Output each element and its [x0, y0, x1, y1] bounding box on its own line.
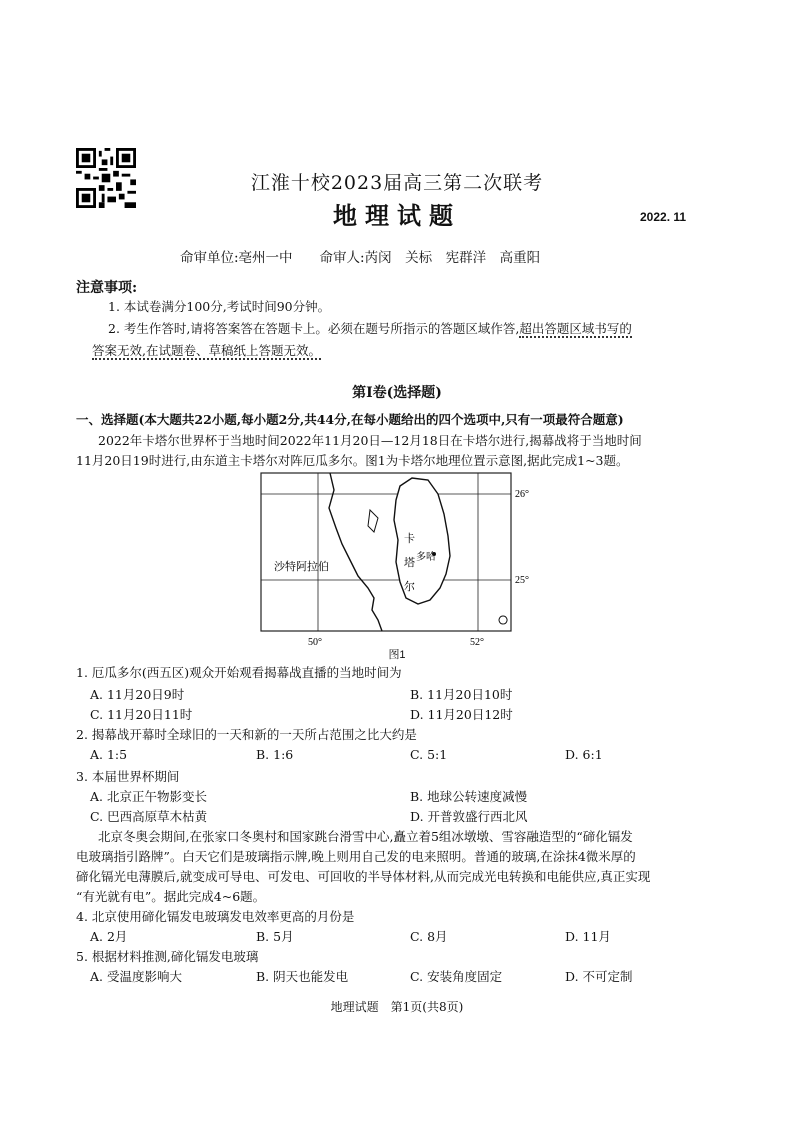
- q3-option-b: B. 地球公转速度减慢: [410, 789, 528, 804]
- q4-option-a: A. 2月: [90, 929, 128, 944]
- lat-25-label: 25°: [515, 575, 529, 586]
- exam-series-title: 江淮十校2023届高三第二次联考: [250, 172, 544, 194]
- notice-item-2-emphasis-2: 答案无效,在试题卷、草稿纸上答题无效。: [92, 343, 321, 358]
- page-footer: 地理试题 第1页(共8页): [330, 1000, 464, 1014]
- q5-option-a: A. 受温度影响大: [90, 969, 182, 984]
- exam-authors: 命审单位:亳州一中 命审人:芮闵 关标 宪群洋 高重阳: [180, 250, 541, 266]
- notice-heading: 注意事项:: [76, 280, 138, 296]
- q4-option-d: D. 11月: [565, 929, 611, 944]
- passage-1-line-1: 2022年卡塔尔世界杯于当地时间2022年11月20日—12月18日在卡塔尔进行,揭幕战将于当地时间: [98, 433, 642, 448]
- notice-item-2-text: 2. 考生作答时,请将答案答在答题卡上。必须在题号所指示的答题区域作答,: [108, 321, 520, 336]
- notice-item-2-cont: [92, 342, 321, 359]
- question-2-stem: 2. 揭幕战开幕时全球旧的一天和新的一天所占范围之比大约是: [76, 727, 417, 742]
- subject-title: 地理试题: [333, 201, 461, 230]
- doha-label: 多哈: [416, 552, 436, 563]
- question-4-stem: 4. 北京使用碲化镉发电玻璃发电效率更高的月份是: [76, 909, 355, 924]
- qatar-label-1: 卡: [404, 532, 415, 545]
- qatar-location-map: [260, 470, 529, 660]
- q2-option-b: B. 1:6: [256, 747, 294, 762]
- lon-52-label: 52°: [470, 637, 484, 648]
- q2-option-d: D. 6:1: [565, 747, 603, 762]
- q1-option-a: A. 11月20日9时: [90, 687, 185, 702]
- saudi-label: 沙特阿拉伯: [274, 560, 329, 573]
- lat-26-label: 26°: [515, 489, 529, 500]
- q1-option-c: C. 11月20日11时: [90, 707, 193, 722]
- q5-option-b: B. 阴天也能发电: [256, 969, 349, 984]
- qatar-label-3: 尔: [404, 580, 415, 593]
- qatar-label-2: 塔: [404, 556, 415, 569]
- q2-option-a: A. 1:5: [90, 747, 128, 762]
- passage-1-line-2: 11月20日19时进行,由东道主卡塔尔对阵厄瓜多尔。图1为卡塔尔地理位置示意图,据此完成1~3题。: [76, 453, 629, 468]
- notice-item-1: 1. 本试卷满分100分,考试时间90分钟。: [108, 299, 331, 314]
- passage-2-line-1: 北京冬奥会期间,在张家口冬奥村和国家跳台滑雪中心,矗立着5组冰墩墩、雪容融造型的“碲化镉发: [98, 829, 633, 844]
- exam-date: 2022. 11: [640, 210, 687, 224]
- q3-option-d: D. 开普敦盛行西北风: [410, 809, 528, 824]
- section-heading: 第Ⅰ卷(选择题): [352, 385, 442, 401]
- notice-item-2-emphasis: 超出答题区域书写的: [519, 321, 632, 336]
- q1-option-d: D. 11月20日12时: [410, 707, 513, 722]
- question-3-stem: 3. 本届世界杯期间: [76, 769, 180, 784]
- question-1-stem: 1. 厄瓜多尔(西五区)观众开始观看揭幕战直播的当地时间为: [76, 665, 402, 680]
- q3-option-a: A. 北京正午物影变长: [90, 789, 207, 804]
- passage-2-line-2: 电玻璃指引路牌”。白天它们是玻璃指示牌,晚上则用自己发的电来照明。普通的玻璃,在涂抹4微米厚的: [76, 849, 636, 864]
- q4-option-b: B. 5月: [256, 929, 294, 944]
- question-5-stem: 5. 根据材料推测,碲化镉发电玻璃: [76, 949, 259, 964]
- q3-option-c: C. 巴西高原草木枯黄: [90, 809, 208, 824]
- lon-50-label: 50°: [308, 637, 322, 648]
- q1-option-b: B. 11月20日10时: [410, 687, 513, 702]
- passage-2-line-4: “有光就有电”。据此完成4~6题。: [76, 889, 266, 904]
- q5-option-d: D. 不可定制: [565, 969, 633, 984]
- q2-option-c: C. 5:1: [410, 747, 448, 762]
- passage-2-line-3: 碲化镉光电薄膜后,就变成可导电、可发电、可回收的半导体材料,从而完成光电转换和电能供应,真正实现: [76, 869, 651, 884]
- part-heading: 一、选择题(本大题共22小题,每小题2分,共44分,在每小题给出的四个选项中,只有一项最符合题意): [76, 412, 624, 427]
- q4-option-c: C. 8月: [410, 929, 448, 944]
- q5-option-c: C. 安装角度固定: [410, 969, 503, 984]
- notice-item-2: [108, 320, 632, 337]
- figure-caption: 图1: [388, 649, 406, 661]
